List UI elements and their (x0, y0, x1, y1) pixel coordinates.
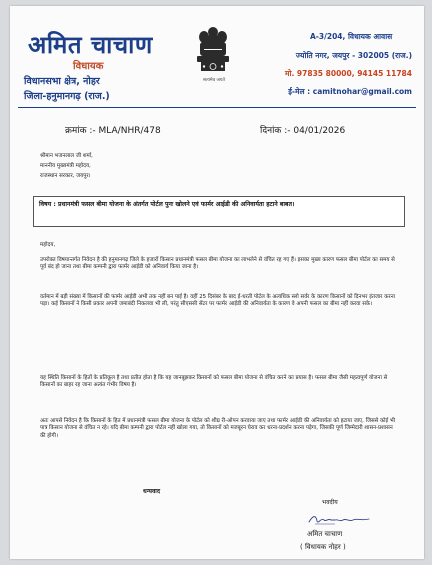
handwritten-signature (305, 511, 373, 527)
signatory-name: अमित चाचाण (307, 530, 343, 538)
body-paragraph: यह स्थिति किसानों के हितों के प्रतिकूल है तथा प्रतीत होता है कि यह जानबूझकर किसानों को फसल बीमा योजना से वंचित करने का प्रयास है। फसल बीमा जैसी महत्वपूर्ण योजना से किसानों का बाहर रह जाना अत्यंत गंभीर विषय है। (40, 375, 388, 389)
body-paragraph: उपरोक्त विषयान्तर्गत निवेदन है की हनुमानगढ़ जिले के हजारों किसान प्रधानमंत्री फसल बीमा योजना का लाभलेने से वंचित रह गए हैं। इसका मुख्य कारण फसल बीमा पोर्टल का समय से पूर्व बंद हो जाना तथा बीमा कम्पनी द्वारा फार्मर आईडी को अनिवार्य किया जाना है। (40, 257, 395, 271)
closing-thanks: धन्यवाद (143, 488, 161, 495)
letter-page (10, 6, 424, 559)
mla-name: अमित चाचाण (28, 31, 153, 59)
mla-designation: विधायक (73, 61, 104, 72)
sign-off: भवदीय (322, 499, 338, 506)
subject-text: विषय : प्रधानमंत्री फसल बीमा योजना के अंतर्गत पोर्टल पुनः खोलने एवं फार्मर आईडी की अनिवार्यता हटाने बाबत। (39, 201, 295, 208)
signatory-designation: ( विधायक नोहर ) (300, 543, 346, 551)
recipient-line: श्रीमान भजनलाल जी शर्मा, (40, 153, 93, 159)
address-line-2: ज्योति नगर, जयपुर - 302005 (राज.) (295, 51, 412, 60)
salutation: महोदय, (40, 242, 56, 248)
emblem-caption: सत्यमेव जयते (202, 78, 226, 83)
mla-district: जिला-हनुमानगढ़ (राज.) (24, 91, 110, 102)
mla-constituency: विधानसभा क्षेत्र, नोहर (24, 76, 100, 87)
recipient-line: राजस्थान सरकार, जयपुर। (40, 173, 91, 179)
body-paragraph: वर्तमान में बड़ी संख्या में किसानों की फार्मर आईडी अभी तक नहीं बन पाई है। वहीं 25 दिसंबर के बाद ई-धरती पोर्टल के अत्यधिक स्लो सर्वर के कारण किसानों को दिनभर इंतजार करना पड़ा। कई किसानों ने किसी प्रकार अपनी जमाबंदी निकलवा भी ली, परंतु सीएससी सेंटर पर फार्मर आईडी की अनिवार्यता के कारण वे अपनी फसल का बीमा नहीं करवा सके। (40, 294, 395, 308)
letter-date: दिनांक :- 04/01/2026 (260, 126, 346, 136)
letterhead-divider (18, 107, 416, 108)
recipient-line: माननीय मुख्यमंत्री महोदय, (40, 163, 91, 169)
body-paragraph: अतः आपसे निवेदन है कि किसानों के हित में प्रधानमंत्री फसल बीमा योजना के पोर्टल को शीघ्र री-ओपन करवाया जाए तथा फार्मर आईडी की अनिवार्यता को हटाया जाए, जिससे कोई भी पात्र किसान योजना से वंचित न रहे। यदि बीमा कम्पनी द्वारा पोर्टल नहीं खोला गया, तो किसानों को मजबूरन घेराव कर धरना-प्रदर्शन करना पड़ेगा, जिसकी पूर्ण जिम्मेदारी शासन-प्रशासन की होगी। (40, 418, 396, 439)
phone-numbers: मो. 97835 80000, 94145 11784 (285, 69, 412, 78)
email-address: ई-मेल : camitnohar@gmail.com (288, 87, 412, 96)
address-line-1: A-3/204, विधायक आवास (310, 32, 393, 41)
reference-number: क्रमांक :- MLA/NHR/478 (65, 126, 161, 136)
